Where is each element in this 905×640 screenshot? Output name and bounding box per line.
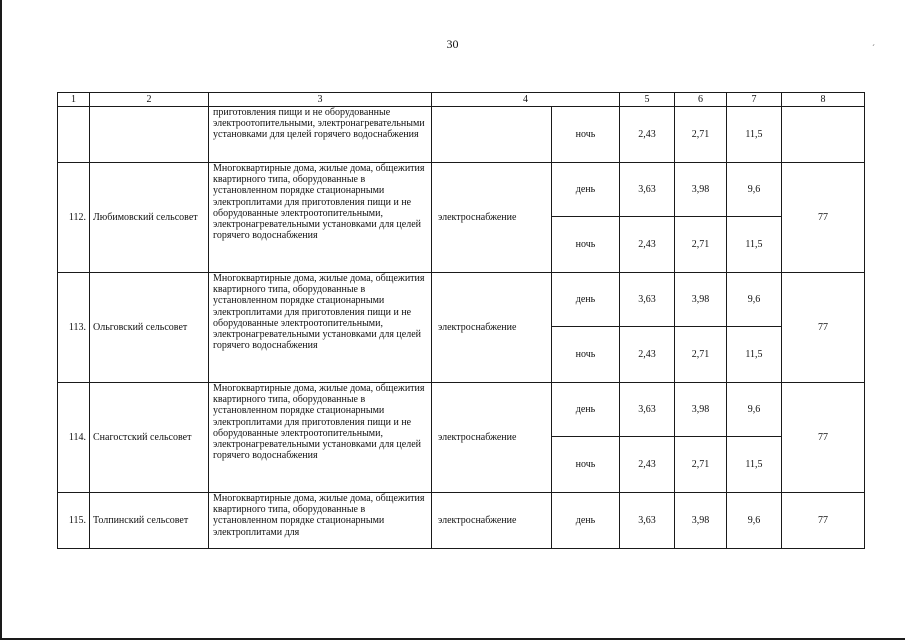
cell-value-6: 3,98 [675,163,727,217]
cell-col8: 77 [782,163,865,273]
cell-value-5: 2,43 [620,437,675,493]
cell-value-6: 3,98 [675,273,727,327]
cell-value-7: 9,6 [727,493,782,549]
cell-value-5: 2,43 [620,327,675,383]
header-row [58,93,865,107]
header-col-3: 3 [209,93,432,107]
header-col-8: 8 [782,93,865,107]
cell-value-7: 11,5 [727,327,782,383]
cell-col8 [782,107,865,163]
continuation-row [58,107,865,163]
cell-service: электроснабжение [432,383,552,493]
header-col-7: 7 [727,93,782,107]
cell-value-6: 2,71 [675,107,727,163]
scan-speck: ˊ [872,43,875,53]
cell-period-day: день [552,273,620,327]
table-row [58,163,865,217]
cell-value-6: 2,71 [675,217,727,273]
cell-number: 115. [58,493,90,549]
scan-left-border [0,0,2,640]
cell-number: 112. [58,163,90,273]
cell-municipality: Ольговский сельсовет [90,273,209,383]
cell-description: Многоквартирные дома, жилые дома, общежития квартирного типа, оборудованные в установленном порядке стационарными электроплитами для приготовления пищи и не оборудованные электроотопительными, электронагревательными установками для целей горячего водоснабжения [209,383,432,493]
cell-period-day: день [552,383,620,437]
cell-value-7: 9,6 [727,273,782,327]
cell-value-6: 2,71 [675,437,727,493]
header-col-2: 2 [90,93,209,107]
cell-value-5: 2,43 [620,217,675,273]
cell-service: электроснабжение [432,273,552,383]
cell-value-7: 11,5 [727,107,782,163]
cell-service: электроснабжение [432,163,552,273]
cell-value-6: 3,98 [675,493,727,549]
cell-description: Многоквартирные дома, жилые дома, общежития квартирного типа, оборудованные в установленном порядке стационарными электроплитами для приготовления пищи и не оборудованные электроотопительными, электронагревательными установками для целей горячего водоснабжения [209,273,432,383]
cell-value-7: 11,5 [727,217,782,273]
cell-municipality: Снагостский сельсовет [90,383,209,493]
cell-value-5: 3,63 [620,493,675,549]
cell-value-7: 9,6 [727,383,782,437]
cell-municipality: Толпинский сельсовет [90,493,209,549]
cell-value-5: 3,63 [620,163,675,217]
cell-municipality: Любимовский сельсовет [90,163,209,273]
cell-col8: 77 [782,273,865,383]
cell-period-day: день [552,493,620,549]
header-col-6: 6 [675,93,727,107]
table-row [58,383,865,437]
cell-period-night: ночь [552,327,620,383]
table-row [58,273,865,327]
cell-number: 114. [58,383,90,493]
tariff-table [57,92,865,549]
page-number: 30 [446,37,459,51]
cell-description: Многоквартирные дома, жилые дома, общежития квартирного типа, оборудованные в установленном порядке стационарными электроплитами для приготовления пищи и не оборудованные электроотопительными, электронагревательными установками для целей горячего водоснабжения [209,163,432,273]
cell-period-day: день [552,163,620,217]
cell-value-6: 2,71 [675,327,727,383]
cell-number [58,107,90,163]
cell-col8: 77 [782,383,865,493]
cell-municipality [90,107,209,163]
cell-value-7: 11,5 [727,437,782,493]
cell-value-5: 3,63 [620,273,675,327]
cell-service [432,107,552,163]
header-col-1: 1 [58,93,90,107]
cell-period-night: ночь [552,437,620,493]
cell-number: 113. [58,273,90,383]
cell-period-night: ночь [552,107,620,163]
cell-period-night: ночь [552,217,620,273]
cell-value-5: 3,63 [620,383,675,437]
cell-value-6: 3,98 [675,383,727,437]
cell-value-5: 2,43 [620,107,675,163]
cell-value-7: 9,6 [727,163,782,217]
header-col-4: 4 [432,93,620,107]
table-row [58,493,865,549]
cell-col8: 77 [782,493,865,549]
cell-description: Многоквартирные дома, жилые дома, общежития квартирного типа, оборудованные в установленном порядке стационарными электроплитами для [209,493,432,549]
cell-description: приготовления пищи и не оборудованные электроотопительными, электронагревательными установками для целей горячего водоснабжения [209,107,432,163]
cell-service: электроснабжение [432,493,552,549]
header-col-5: 5 [620,93,675,107]
